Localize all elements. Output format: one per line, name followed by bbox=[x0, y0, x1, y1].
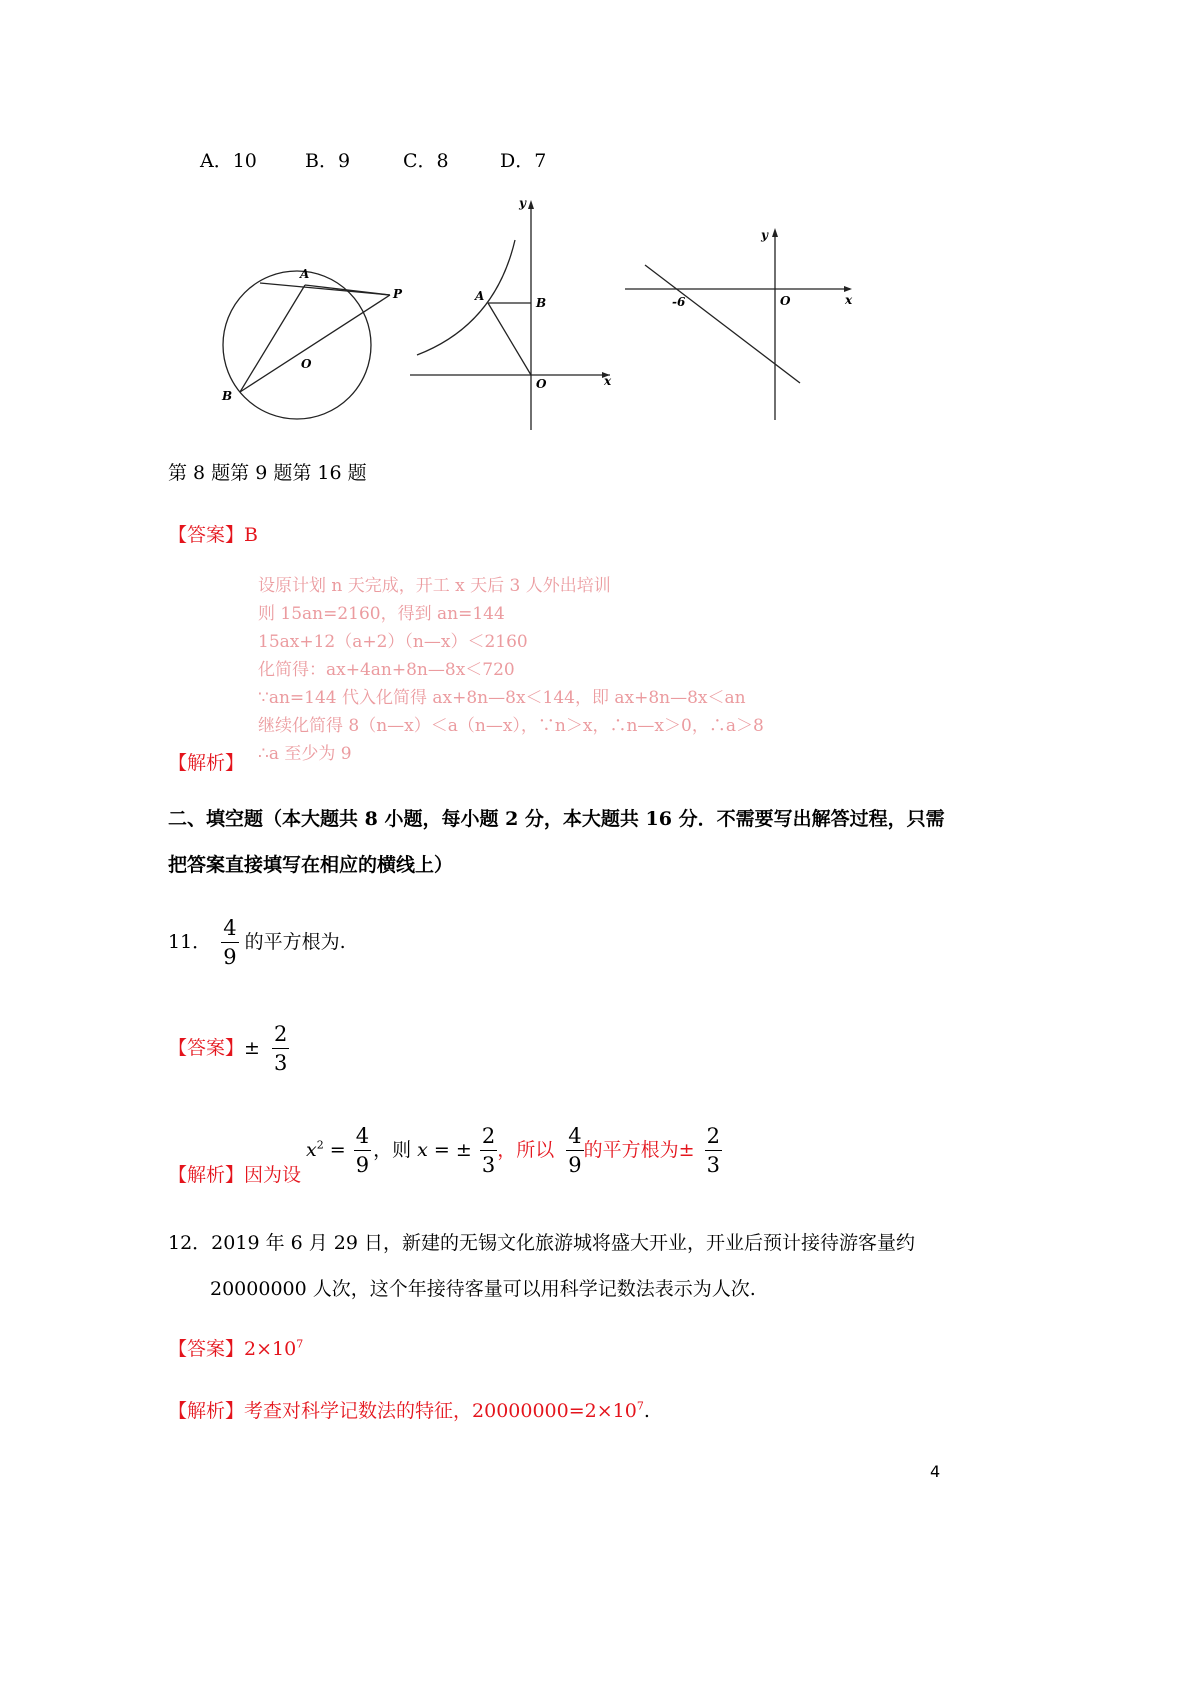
option-d: D．7 bbox=[500, 150, 547, 172]
analysis-line: 则 15an=2160，得到 an=144 bbox=[258, 604, 505, 624]
q12-question-line1: 12．2019 年 6 月 29 日，新建的无锡文化旅游城将盛大开业，开业后预计接待游客量约 bbox=[168, 1232, 915, 1254]
question-number: 11． bbox=[168, 931, 212, 953]
q11-analysis-equation: $x^2$ = $\frac{4}{9}$ ，则 x = ± $\frac{2}{3}$ ，所以 $\frac{4}{9}$ 的平方根为± $\frac{2}{3}$ bbox=[306, 1124, 720, 1177]
figure-arc-axes bbox=[405, 195, 620, 435]
question-text: 的平方根为. bbox=[244, 931, 346, 953]
analysis-line: 继续化简得 8（n—x）＜a（n—x），∵n＞x，∴n—x＞0，∴a＞8 bbox=[258, 716, 764, 736]
fig2-label-o: O bbox=[536, 377, 547, 391]
fig1-label-b: B bbox=[222, 389, 233, 403]
option-a: A．10 bbox=[200, 150, 257, 172]
q11-analysis-lead: 【解析】因为设 bbox=[168, 1164, 302, 1186]
answer-tag: 【答案】 bbox=[168, 1037, 245, 1059]
section2-heading-line1: 二、填空题（本大题共 8 小题，每小题 2 分，本大题共 16 分．不需要写出解答过程，只需 bbox=[168, 808, 945, 830]
analysis-line: 化简得：ax+4an+8n—8x＜720 bbox=[258, 660, 515, 680]
answer-tag: 【答案】 bbox=[168, 1338, 245, 1360]
page-number: 4 bbox=[930, 1462, 941, 1481]
analysis-line: 设原计划 n 天完成，开工 x 天后 3 人外出培训 bbox=[258, 576, 611, 596]
option-b: B．9 bbox=[305, 150, 351, 172]
fig1-label-o: O bbox=[301, 357, 312, 371]
analysis-line: ∵an=144 代入化简得 ax+8n—8x＜144，即 ax+8n—8x＜an bbox=[258, 688, 746, 708]
fig2-label-x: x bbox=[604, 374, 612, 388]
answer-tag: 【答案】 bbox=[168, 524, 245, 546]
analysis-tag: 【解析】 bbox=[168, 1400, 245, 1422]
q12-analysis: 【解析】考查对科学记数法的特征，$20000000=2\times 10^7$. bbox=[168, 1399, 650, 1422]
fraction: $\frac{4}{9}$ bbox=[223, 916, 237, 969]
fig2-label-a: A bbox=[475, 289, 485, 303]
answer-fraction: $\frac{2}{3}$ bbox=[273, 1022, 288, 1075]
fig3-label-y: y bbox=[761, 228, 768, 242]
q10-answer bbox=[168, 520, 258, 547]
fig2-label-y: y bbox=[519, 196, 526, 210]
option-c: C．8 bbox=[403, 150, 449, 172]
q10-analysis-image bbox=[258, 572, 764, 768]
answer-value: B bbox=[244, 524, 258, 546]
analysis-tag: 【解析】 bbox=[168, 1164, 245, 1186]
q10-analysis-tag: 【解析】 bbox=[168, 752, 245, 774]
fig3-label-o: O bbox=[780, 294, 791, 308]
fig2-label-b: B bbox=[536, 296, 547, 310]
analysis-line: 15ax+12（a+2）（n—x）＜2160 bbox=[258, 632, 528, 652]
figure-caption: 第 8 题第 9 题第 16 题 bbox=[168, 462, 367, 484]
q12-answer: 【答案】$2\times 10^7$ bbox=[168, 1337, 304, 1360]
q12-question-line2: 20000000 人次，这个年接待客量可以用科学记数法表示为人次. bbox=[210, 1278, 756, 1300]
fig3-label-neg6: -6 bbox=[672, 295, 686, 309]
figure-line-axes bbox=[620, 225, 860, 425]
fig1-label-a: A bbox=[300, 267, 310, 281]
fig3-label-x: x bbox=[845, 293, 853, 307]
figure-circle bbox=[200, 250, 420, 430]
q11-answer: 【答案】± $\frac{2}{3}$ bbox=[168, 1022, 288, 1075]
fig1-label-p: P bbox=[393, 287, 403, 301]
analysis-line: ∴a 至少为 9 bbox=[258, 744, 352, 764]
section2-heading-line2: 把答案直接填写在相应的横线上） bbox=[168, 854, 454, 876]
q11-question bbox=[168, 918, 346, 968]
